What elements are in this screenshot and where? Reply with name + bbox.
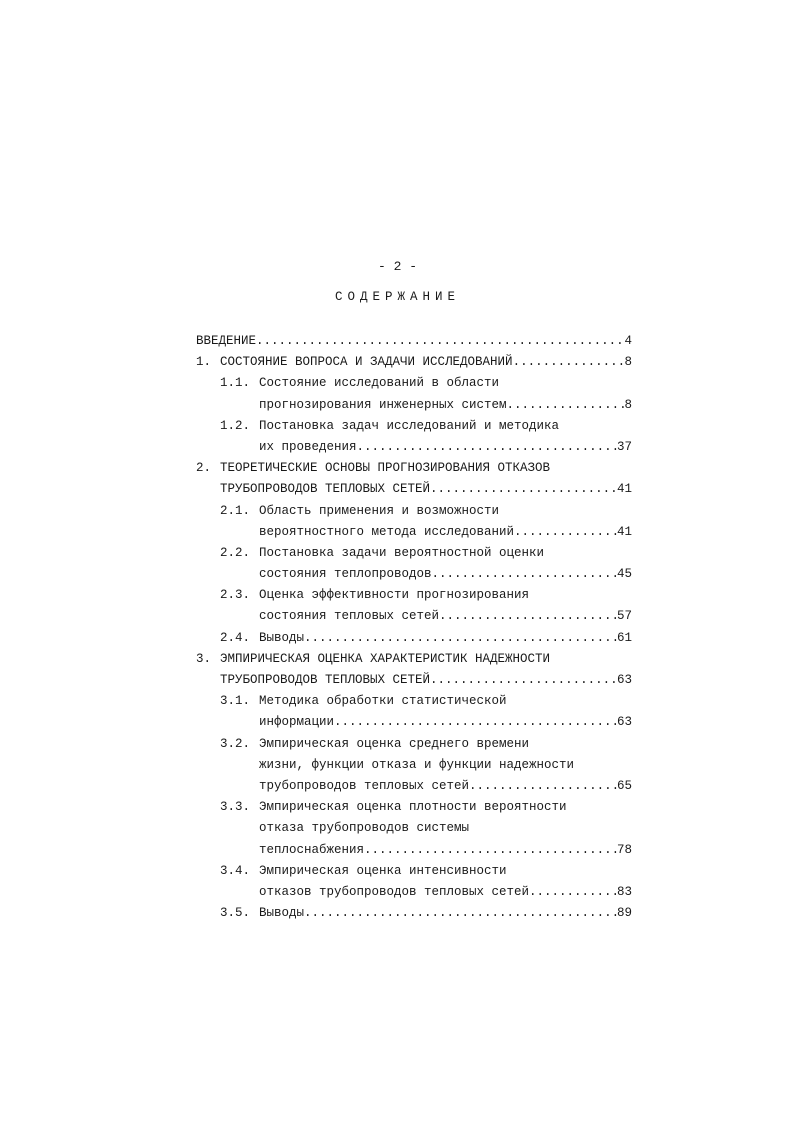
toc-entry-number: 2.3. xyxy=(220,588,251,603)
toc-page-number: 83 xyxy=(616,884,632,899)
toc-entry-title: Область применения и возможности xyxy=(259,503,500,518)
toc-entry-title: Состояние исследований в области xyxy=(259,376,500,391)
toc-leader-dots xyxy=(256,331,624,352)
toc-line xyxy=(196,861,632,882)
toc-entry-title: состояния теплопроводов xyxy=(259,567,432,582)
toc-page-number: 89 xyxy=(616,906,632,921)
toc-leader-dots xyxy=(469,776,617,797)
toc-page-number: 63 xyxy=(616,673,632,687)
toc-page-number: 41 xyxy=(616,524,632,539)
toc-line xyxy=(196,712,632,733)
toc-leader-dots xyxy=(529,882,617,903)
toc-page-number: 8 xyxy=(624,397,632,412)
toc-entry-number: 3.3. xyxy=(220,800,251,815)
toc-line xyxy=(196,691,632,712)
toc-entry-title: СОСТОЯНИЕ ВОПРОСА И ЗАДАЧИ ИССЛЕДОВАНИЙ xyxy=(220,355,513,370)
toc-line xyxy=(196,734,632,755)
toc-page-number: 57 xyxy=(616,609,632,624)
toc-leader-dots xyxy=(514,522,617,543)
toc-line xyxy=(196,649,632,670)
toc-line xyxy=(196,628,632,649)
toc-entry-title: Эмпирическая оценка интенсивности xyxy=(259,863,507,878)
toc-page-number: 4 xyxy=(624,334,632,348)
toc-entry-title: теплоснабжения xyxy=(259,842,365,857)
toc-line xyxy=(196,882,632,903)
toc-entry-title: Эмпирическая оценка среднего времени xyxy=(259,736,530,751)
toc-leader-dots xyxy=(364,840,617,861)
toc-entry-number: 3.4. xyxy=(220,863,251,878)
toc-entry-number: 3.2. xyxy=(220,736,251,751)
toc-page-number: 65 xyxy=(616,778,632,793)
toc-line xyxy=(196,458,632,479)
toc-entry-title: Постановка задачи вероятностной оценки xyxy=(259,545,545,560)
toc-line xyxy=(196,818,632,839)
toc-page-number: 41 xyxy=(616,482,632,497)
toc-line xyxy=(196,501,632,522)
toc-leader-dots xyxy=(439,606,617,627)
toc-line xyxy=(196,373,632,394)
toc-line xyxy=(196,755,632,776)
toc-entry-title: вероятностного метода исследований xyxy=(259,524,515,539)
toc-line xyxy=(196,903,632,924)
toc-entry-number: 3.5. xyxy=(220,906,251,921)
toc-line xyxy=(196,564,632,585)
toc-entry-number: 3.1. xyxy=(220,694,251,709)
toc-line xyxy=(196,331,632,352)
toc-entry-number: 2.2. xyxy=(220,545,251,560)
toc-leader-dots xyxy=(334,712,617,733)
toc-entry-title: Постановка задач исследований и методика xyxy=(259,418,560,433)
toc-line xyxy=(196,776,632,797)
toc-leader-dots xyxy=(430,670,617,691)
toc-entry-title: ЭМПИРИЧЕСКАЯ ОЦЕНКА ХАРАКТЕРИСТИК НАДЕЖНОСТИ xyxy=(220,651,551,666)
toc-entry-title: отказов трубопроводов тепловых сетей xyxy=(259,884,530,899)
toc-leader-dots xyxy=(304,903,617,924)
toc-line xyxy=(196,395,632,416)
toc-entry-title: Методика обработки статистической xyxy=(259,694,507,709)
toc-entry-number: 1.1. xyxy=(220,376,251,391)
toc-page-number: 37 xyxy=(616,439,632,454)
toc-entry-title: ТРУБОПРОВОДОВ ТЕПЛОВЫХ СЕТЕЙ xyxy=(220,673,431,687)
toc-entry-title: ТРУБОПРОВОДОВ ТЕПЛОВЫХ СЕТЕЙ xyxy=(220,482,431,497)
toc-line xyxy=(196,670,632,691)
toc-entry-number: 3. xyxy=(196,651,212,666)
toc-entry-title: трубопроводов тепловых сетей xyxy=(259,778,470,793)
toc-entry-title: Эмпирическая оценка плотности вероятности xyxy=(259,800,567,815)
toc-page-number: 45 xyxy=(616,567,632,582)
toc-entry-title: ВВЕДЕНИЕ xyxy=(196,334,257,348)
toc-page-number: 63 xyxy=(616,715,632,730)
toc-entry-title: ТЕОРЕТИЧЕСКИЕ ОСНОВЫ ПРОГНОЗИРОВАНИЯ ОТКАЗОВ xyxy=(220,461,551,476)
toc-line xyxy=(196,797,632,818)
toc-line xyxy=(196,522,632,543)
table-of-contents xyxy=(196,331,632,924)
toc-entry-number: 1. xyxy=(196,355,212,370)
toc-page-number: 78 xyxy=(616,842,632,857)
toc-entry-title: состояния тепловых сетей xyxy=(259,609,440,624)
toc-entry-title: Оценка эффективности прогнозирования xyxy=(259,588,530,603)
toc-entry-title: отказа трубопроводов системы xyxy=(259,821,470,836)
toc-line xyxy=(196,606,632,627)
toc-entry-title: Выводы xyxy=(259,630,305,645)
toc-entry-title: информации xyxy=(259,715,335,730)
toc-line xyxy=(196,585,632,606)
toc-entry-title: Выводы xyxy=(259,906,305,921)
toc-entry-number: 2. xyxy=(196,461,212,476)
toc-line xyxy=(196,479,632,500)
toc-entry-number: 2.4. xyxy=(220,630,251,645)
toc-leader-dots xyxy=(432,564,617,585)
toc-entry-title: прогнозирования инженерных систем xyxy=(259,397,507,412)
page-title: СОДЕРЖАНИЕ xyxy=(334,290,460,304)
toc-line xyxy=(196,437,632,458)
page-number: - 2 - xyxy=(377,259,417,274)
toc-leader-dots xyxy=(507,395,625,416)
toc-line xyxy=(196,352,632,373)
toc-line xyxy=(196,543,632,564)
toc-leader-dots xyxy=(513,352,625,373)
toc-leader-dots xyxy=(304,628,617,649)
toc-leader-dots xyxy=(357,437,617,458)
toc-line xyxy=(196,416,632,437)
toc-entry-title: жизни, функции отказа и функции надежности xyxy=(259,757,575,772)
toc-entry-title: их проведения xyxy=(259,439,357,454)
toc-page-number: 61 xyxy=(616,630,632,645)
toc-page-number: 8 xyxy=(624,355,632,370)
toc-entry-number: 1.2. xyxy=(220,418,251,433)
toc-leader-dots xyxy=(430,479,617,500)
toc-line xyxy=(196,840,632,861)
toc-entry-number: 2.1. xyxy=(220,503,251,518)
